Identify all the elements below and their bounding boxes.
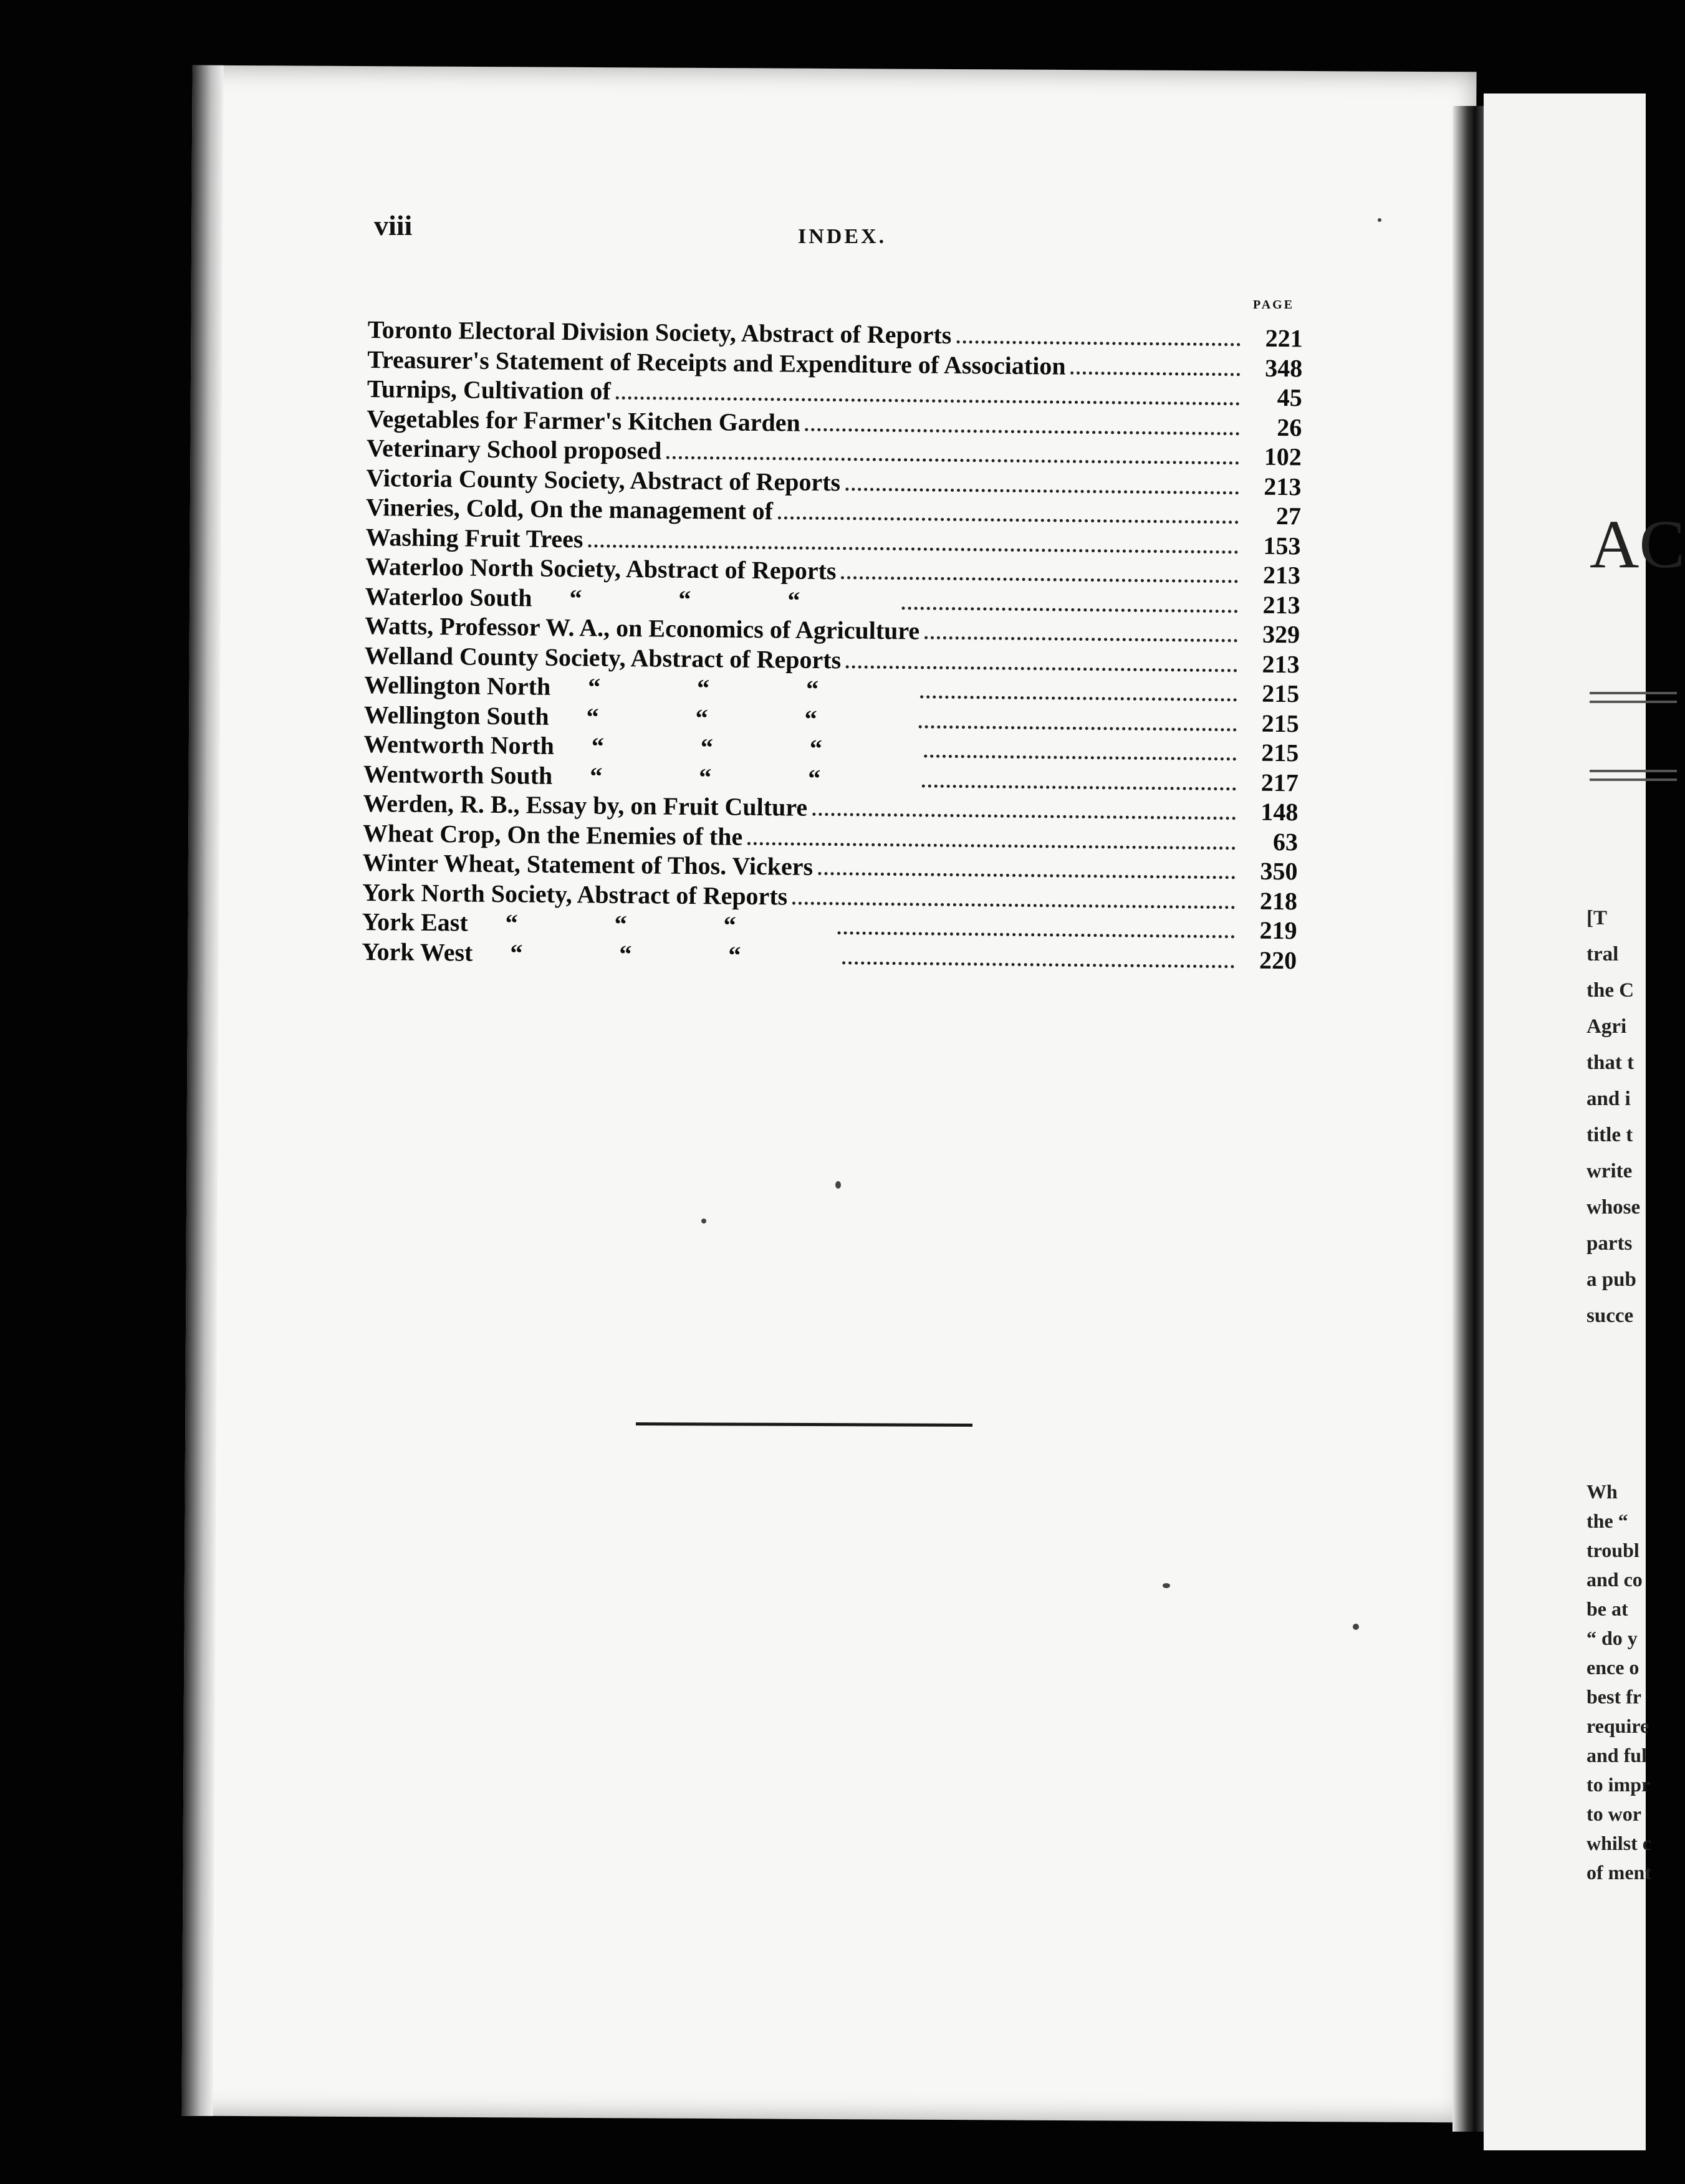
- dot-leader: [846, 659, 1237, 672]
- index-entry-page: 218: [1259, 886, 1298, 915]
- index-entry-text: [367, 433, 662, 466]
- fragment-line: a pub: [1587, 1268, 1636, 1291]
- ditto-mark: “: [723, 911, 736, 939]
- index-entry-page: 215: [1261, 738, 1299, 767]
- index-entry-label: York East: [362, 907, 468, 937]
- facing-paragraph-fragment: [1587, 907, 1661, 1341]
- index-entry-label: Werden, R. B., Essay by, on Fruit Culture: [363, 788, 808, 821]
- index-entry-page: 45: [1277, 383, 1303, 412]
- fragment-line: the “: [1587, 1510, 1628, 1532]
- dot-leader: [918, 719, 1236, 731]
- fragment-line: that t: [1587, 1051, 1635, 1074]
- ditto-mark: “: [696, 674, 710, 702]
- index-entry-text: [364, 699, 914, 734]
- fragment-line: Agri: [1587, 1015, 1627, 1038]
- index-entry-label: Wellington South: [363, 700, 549, 730]
- running-title: INDEX.: [798, 225, 887, 248]
- index-entry-text: [362, 877, 788, 911]
- index-entry-label: Treasurer's Statement of Receipts and Expenditure of Association: [367, 345, 1066, 380]
- ditto-mark: “: [699, 762, 712, 791]
- dot-leader: [805, 421, 1240, 435]
- double-rule: [1590, 770, 1677, 781]
- dot-leader: [616, 390, 1240, 406]
- fragment-line: to wor: [1587, 1803, 1641, 1825]
- index-entry-label: Winter Wheat, Statement of Thos. Vickers: [362, 848, 814, 881]
- index-entry-text: [365, 640, 842, 674]
- index-entry-text: [365, 522, 583, 553]
- index-entry-text: [365, 611, 919, 646]
- index-entry-page: 217: [1260, 768, 1299, 797]
- ditto-mark: “: [614, 909, 627, 939]
- dot-leader: [922, 778, 1236, 790]
- dot-leader: [901, 600, 1237, 613]
- dot-leader: [1070, 365, 1240, 376]
- ditto-mark: “: [510, 938, 523, 967]
- index-entry-label: Wentworth North: [363, 729, 555, 760]
- facing-page: [1484, 93, 1685, 2150]
- index-entry-page: 215: [1261, 709, 1299, 737]
- index-entry-text: [367, 374, 611, 406]
- dot-leader: [588, 538, 1238, 553]
- index-entry-page: 213: [1262, 560, 1301, 590]
- index-entry-page: 220: [1259, 946, 1297, 974]
- fragment-line: [T: [1587, 907, 1607, 929]
- index-entry-text: [362, 907, 832, 941]
- dot-leader: [956, 334, 1241, 346]
- index-entry-label: Waterloo North Society, Abstract of Reports: [365, 552, 837, 585]
- index-entry-label: Toronto Electoral Division Society, Abstract of Reports: [367, 315, 952, 349]
- dot-leader: [841, 570, 1238, 583]
- dot-leader: [920, 689, 1237, 702]
- dot-leader: [924, 749, 1237, 761]
- ditto-mark: “: [569, 583, 582, 612]
- index-entry-label: Victoria County Society, Abstract of Reports: [366, 463, 841, 496]
- fragment-line: title t: [1587, 1124, 1633, 1146]
- index-entry-text: [363, 788, 807, 822]
- fragment-line: and i: [1587, 1088, 1631, 1110]
- dot-leader: [812, 807, 1236, 820]
- index-entry-label: Wellington North: [364, 670, 551, 701]
- index-entry-page: 26: [1277, 413, 1302, 441]
- index-entry-text: [367, 403, 800, 437]
- index-entry-page: 102: [1264, 442, 1302, 471]
- dot-leader: [747, 835, 1236, 850]
- fragment-line: parts: [1587, 1232, 1633, 1255]
- ditto-mark: “: [809, 734, 823, 763]
- fragment-line: whilst c: [1587, 1832, 1651, 1854]
- ditto-mark: “: [678, 585, 691, 613]
- page-column-label: PAGE: [1253, 298, 1295, 312]
- index-entry-text: [362, 848, 813, 881]
- dot-leader: [924, 630, 1237, 643]
- fragment-line: require: [1587, 1715, 1649, 1737]
- ditto-mark: “: [587, 673, 601, 701]
- index-entry-text: [363, 818, 743, 851]
- index-entry-label: Vineries, Cold, On the management of: [365, 492, 774, 525]
- ditto-mark: “: [590, 761, 603, 790]
- index-entry-label: Wentworth South: [363, 759, 553, 790]
- ditto-mark: “: [586, 702, 599, 731]
- index-entry-label: Waterloo South: [365, 582, 532, 612]
- ditto-mark: “: [804, 704, 817, 733]
- ditto-mark: “: [695, 703, 708, 732]
- index-list: [362, 315, 1303, 975]
- index-entry-label: Watts, Professor W. A., on Economics of Agriculture: [364, 611, 920, 645]
- fragment-line: of ment: [1587, 1861, 1651, 1884]
- fragment-line: to impr: [1587, 1773, 1651, 1796]
- index-entry-page: 215: [1262, 679, 1300, 708]
- index-entry-page: 221: [1265, 323, 1303, 353]
- dot-leader: [792, 895, 1235, 909]
- index-entry-text: [365, 581, 896, 615]
- index-entry-text: [364, 670, 915, 704]
- fragment-line: the C: [1587, 979, 1635, 1002]
- index-entry-page: 27: [1275, 502, 1302, 530]
- index-entry-page: 219: [1259, 916, 1297, 945]
- index-entry-label: Turnips, Cultivation of: [367, 374, 611, 405]
- index-entry-label: Washing Fruit Trees: [365, 522, 583, 553]
- ink-speck: [1353, 1624, 1359, 1630]
- facing-heading-fragment: AC: [1590, 506, 1685, 582]
- ink-speck: [1163, 1583, 1170, 1588]
- index-entry-label: Veterinary School proposed: [366, 433, 662, 465]
- index-entry-page: 213: [1262, 590, 1300, 619]
- dot-leader: [778, 510, 1239, 524]
- index-entry-page: 350: [1260, 856, 1298, 886]
- page-number: viii: [374, 209, 413, 241]
- fragment-line: “ do y: [1587, 1627, 1638, 1649]
- ditto-mark: “: [619, 939, 632, 968]
- ditto-mark: “: [505, 909, 518, 937]
- fragment-line: succe: [1587, 1305, 1634, 1327]
- ditto-mark: “: [591, 732, 605, 760]
- index-entry-text: [363, 759, 918, 793]
- index-entry-text: [362, 936, 838, 970]
- ink-speck: [835, 1181, 841, 1189]
- index-entry-page: 213: [1264, 472, 1302, 501]
- ditto-mark: “: [728, 941, 741, 969]
- ditto-mark: “: [805, 674, 819, 703]
- facing-body-fragment: [1587, 1480, 1661, 1890]
- index-entry-page: 348: [1265, 353, 1303, 382]
- index-entry-page: 63: [1272, 827, 1299, 856]
- dot-leader: [842, 955, 1234, 968]
- ink-speck: [701, 1219, 706, 1224]
- index-entry-text: [368, 315, 952, 350]
- fragment-line: be at: [1587, 1597, 1628, 1620]
- fragment-line: and co: [1587, 1568, 1643, 1591]
- index-entry-page: 329: [1262, 620, 1300, 649]
- fragment-line: troubl: [1587, 1539, 1639, 1561]
- ditto-mark: “: [808, 764, 821, 792]
- index-entry-label: York North Society, Abstract of Reports: [362, 878, 788, 911]
- dot-leader: [845, 481, 1239, 494]
- fragment-line: ence o: [1587, 1656, 1639, 1679]
- ditto-mark: “: [787, 585, 800, 615]
- index-entry-label: Wheat Crop, On the Enemies of the: [362, 818, 743, 851]
- fragment-line: Wh: [1587, 1480, 1618, 1503]
- index-entry-text: [363, 729, 919, 764]
- ink-speck: [1378, 218, 1381, 222]
- dot-leader: [838, 925, 1235, 938]
- index-entry-label: Welland County Society, Abstract of Reports: [364, 641, 842, 674]
- index-entry-label: Vegetables for Farmer's Kitchen Garden: [367, 404, 801, 437]
- index-entry-page: 213: [1262, 649, 1300, 678]
- index-entry-page: 153: [1263, 531, 1301, 560]
- fragment-line: write: [1587, 1160, 1633, 1182]
- fragment-line: best fr: [1587, 1685, 1641, 1708]
- page-header: [374, 209, 1309, 252]
- ditto-mark: “: [700, 733, 714, 762]
- index-entry-text: [366, 462, 840, 496]
- index-entry-page: 148: [1260, 797, 1299, 826]
- double-rule: [1590, 692, 1677, 703]
- dot-leader: [666, 450, 1239, 465]
- fragment-line: and ful: [1587, 1744, 1647, 1766]
- fragment-line: whose: [1587, 1196, 1641, 1219]
- fragment-line: tral: [1587, 943, 1619, 965]
- index-entry-label: York West: [361, 937, 473, 967]
- index-entry-text: [365, 552, 837, 585]
- index-entry-text: [366, 492, 773, 525]
- dot-leader: [818, 866, 1236, 879]
